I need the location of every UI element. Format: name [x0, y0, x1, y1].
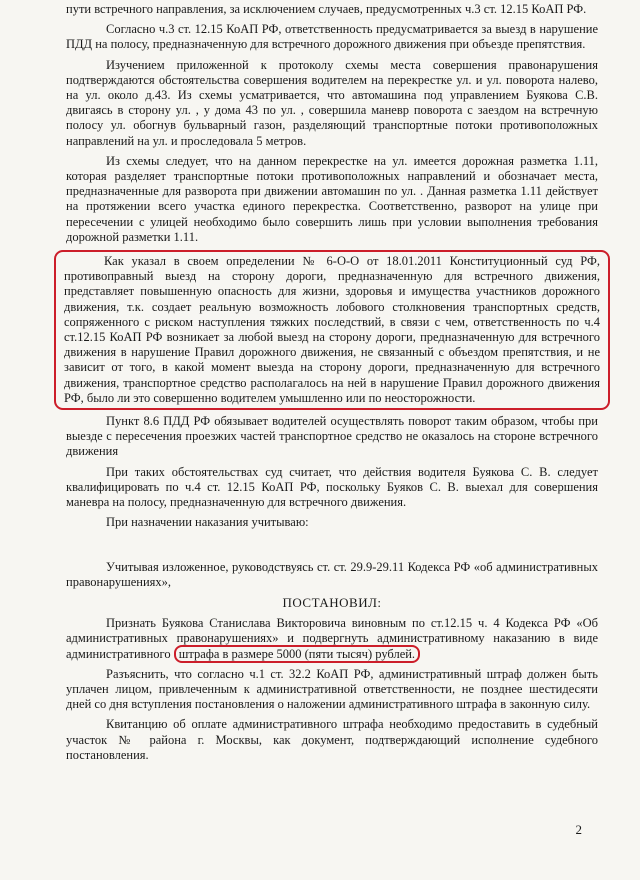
- paragraph-10-text: Признать Буякова Станислава Викторовича виновным по ст.12.15 ч. 4 Кодекса РФ «Об административных правонарушениях» и подвергнуть административному наказанию в виде административного: [66, 616, 598, 661]
- paragraph-11: Разъяснить, что согласно ч.1 ст. 32.2 КоАП РФ, административный штраф должен быть уплачен лицом, привлеченным к административной ответственности, не позднее шестидесяти дней со дня вступления постановления о наложении административного штрафа в законную силу.: [66, 666, 598, 712]
- ruling-heading: ПОСТАНОВИЛ:: [282, 594, 382, 610]
- paragraph-4: Из схемы следует, что на данном перекрестке на ул. имеется дорожная разметка 1.11, которая разделяет транспортные потоки противоположных направлений и обозначает места, предназначенные для разворота при движении автомашин по ул. . Данная разметка 1.11 действует на протяжении всего участка единого перекрестка. Соответственно, разворот на улице при пересечении с улицей необходимо было совершить лишь при условии выполнения требования дорожной разметки 1.11.: [66, 153, 598, 244]
- paragraph-5: Как указал в своем определении № 6-О-О от 18.01.2011 Конституционный суд РФ, противоправный выезд на сторону дороги, предназначенную для встречного движения, представляет повышенную опасность для жизни, здоровья и имущества участников дорожного движения, т.к. создает реальную возможность лобового столкновения транспортных средств, сопряженного с риском наступления тяжких последствий, в связи с чем, ответственность по ч.4 ст.12.15 КоАП РФ возникает за любой выезд на сторону дороги, предназначенную для встречного движения в нарушение Правил дорожного движения, не связанный с объездом препятствия, и не зависит от того, в какой момент выезда на сторону дороги, предназначенную для встречного движения, транспортное средство располагалось на ней в нарушение Правил дорожного движения РФ, было ли это совершенно водителем умышленно или по неосторожности.: [64, 254, 600, 405]
- paragraph-3: Изучением приложенной к протоколу схемы места совершения правонарушения подтверждаются обстоятельства совершения водителем на перекрестке ул. и ул. поворота налево, на ул. около д.43. Из схемы усматривается, что автомашина под управлением Буякова С.В. двигаясь в сторону ул. , у дома 43 по ул. , совершила маневр поворота с заездом на встречную полосу ул. обогнув бульварный газон, разделяющий транспортные потоки противоположных направлений на ул. и проследовала 5 метров.: [66, 57, 598, 148]
- fine-amount-highlight: штрафа в размере 5000 (пяти тысяч) рублей.: [174, 645, 420, 663]
- paragraph-8: При назначении наказания учитываю:: [106, 515, 309, 530]
- highlighted-passage: [54, 250, 610, 410]
- redacted-gap: [66, 536, 598, 560]
- page-number: 2: [575, 822, 582, 837]
- paragraph-2: Согласно ч.3 ст. 12.15 КоАП РФ, ответственность предусматривается за выезд в нарушение ПДД на полосу, предназначенную для встречного дорожного движения при объезде препятствия.: [66, 22, 598, 52]
- paragraph-10: [66, 616, 598, 662]
- document-body: [66, 2, 598, 768]
- paragraph-6: Пункт 8.6 ПДД РФ обязывает водителей осуществлять поворот таким образом, чтобы при выезде с пересечения проезжих частей транспортное средство не оказалось на стороне встречного движения: [66, 414, 598, 459]
- paragraph-12: Квитанцию об оплате административного штрафа необходимо предоставить в судебный участок № района г. Москвы, как документ, подтверждающий исполнение судебного постановления.: [66, 717, 598, 762]
- paragraph-1: пути встречного направления, за исключением случаев, предусмотренных ч.3 ст. 12.15 КоАП РФ.: [66, 2, 587, 16]
- paragraph-9: Учитывая изложенное, руководствуясь ст. ст. 29.9-29.11 Кодекса РФ «об административных правонарушениях»,: [66, 559, 598, 589]
- paragraph-7: При таких обстоятельствах суд считает, что действия водителя Буякова С. В. следует квалифицировать по ч.4 ст. 12.15 КоАП РФ, поскольку Буяков С. В. выехал для совершения маневра на полосу, предназначенную для встречного движения.: [66, 464, 598, 510]
